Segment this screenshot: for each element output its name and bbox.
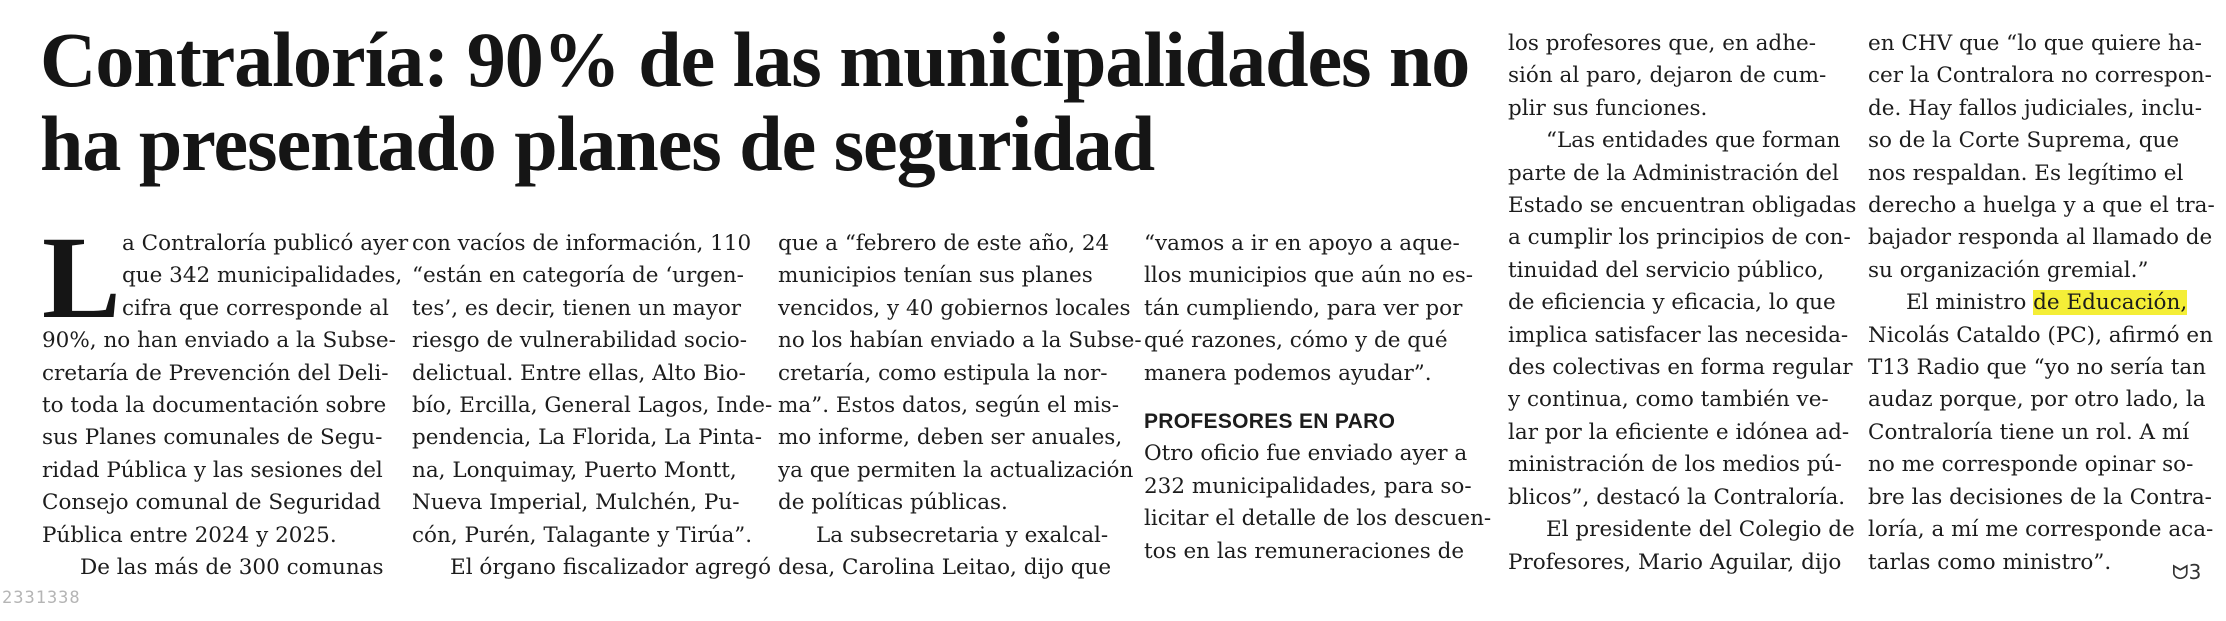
body-line: Nicolás Cataldo (PC), afirmó en xyxy=(1868,322,2213,348)
body-line: Pública entre 2024 y 2025. xyxy=(42,522,337,548)
body-line: des colectivas en forma regular xyxy=(1508,355,1853,381)
body-line: implica satisfacer las necesida- xyxy=(1508,322,1849,348)
spacer xyxy=(1144,390,1474,406)
body-line: riesgo de vulnerabilidad socio- xyxy=(412,328,747,354)
body-line: tes’, es decir, tienen un mayor xyxy=(412,295,742,321)
body-line: ya que permiten la actualización xyxy=(778,457,1134,483)
body-line: Contraloría tiene un rol. A mí xyxy=(1868,419,2190,445)
body-line: manera podemos ayudar”. xyxy=(1144,360,1432,386)
body-line: loría, a mí me corresponde aca- xyxy=(1868,517,2214,543)
clipping-id: 2331338 xyxy=(2,588,81,608)
body-line: El órgano fiscalizador agregó xyxy=(450,555,772,581)
body-line: mo informe, deben ser anuales, xyxy=(778,425,1123,451)
body-line: “vamos a ir en apoyo a aque- xyxy=(1144,231,1460,256)
body-line: nos respaldan. Es legítimo el xyxy=(1868,160,2184,186)
body-line: cretaría, como estipula la nor- xyxy=(778,360,1108,386)
body-line: bío, Ercilla, General Lagos, Inde- xyxy=(412,393,773,419)
body-line-highlighted xyxy=(1868,287,2198,319)
body-line: en CHV que “lo que quiere ha- xyxy=(1868,31,2202,56)
body-line: Profesores, Mario Aguilar, dijo xyxy=(1508,549,1842,575)
body-line: qué razones, cómo y de qué xyxy=(1144,328,1448,354)
section-subhead: PROFESORES EN PARO xyxy=(1144,410,1396,434)
body-line: “están en categoría de ‘urgen- xyxy=(412,263,744,289)
body-line: sión al paro, dejaron de cum- xyxy=(1508,63,1827,89)
body-line: su organización gremial.” xyxy=(1868,257,2149,283)
body-line: sus Planes comunales de Segu- xyxy=(42,425,383,451)
body-line: T13 Radio que “yo no sería tan xyxy=(1868,355,2207,381)
body-line: plir sus funciones. xyxy=(1508,95,1708,121)
body-line: Consejo comunal de Seguridad xyxy=(42,490,381,516)
body-line: no me corresponde opinar so- xyxy=(1868,452,2194,478)
body-line: tos en las remuneraciones de xyxy=(1144,538,1465,564)
body-line: bajador responda al llamado de xyxy=(1868,225,2213,251)
body-line: lar por la eficiente e idónea ad- xyxy=(1508,419,1850,445)
body-line: delictual. Entre ellas, Alto Bio- xyxy=(412,360,746,386)
body-line: cer la Contralora no correspon- xyxy=(1868,63,2212,89)
body-line: con vacíos de información, 110 xyxy=(412,231,752,256)
body-line: de eficiencia y eficacia, lo que xyxy=(1508,290,1836,316)
body-line: Otro oficio fue enviado ayer a xyxy=(1144,441,1468,467)
body-line: cón, Purén, Talagante y Tirúa”. xyxy=(412,522,753,548)
body-line: parte de la Administración del xyxy=(1508,160,1839,186)
article-headline: Contraloría: 90% de las municipalidades no ha presentado planes de seguridad xyxy=(40,16,1470,187)
body-line: cifra que corresponde al xyxy=(122,295,389,321)
body-line: bre las decisiones de la Contra- xyxy=(1868,484,2212,510)
body-line: La subsecretaria y exalcal- xyxy=(816,522,1109,548)
body-line: tán cumpliendo, para ver por xyxy=(1144,295,1463,321)
article-column-3 xyxy=(778,228,1142,584)
article-column-1 xyxy=(42,212,409,584)
body-line: a cumplir los principios de con- xyxy=(1508,225,1851,251)
body-line: na, Lonquimay, Puerto Montt, xyxy=(412,457,737,483)
article-column-5 xyxy=(1508,28,1857,579)
body-line: 232 municipalidades, para so- xyxy=(1144,473,1472,499)
drop-cap: L xyxy=(42,212,121,343)
body-line: to toda la documentación sobre xyxy=(42,393,387,419)
end-of-article-icon: ᗢ3 xyxy=(2172,560,2202,584)
body-line: de políticas públicas. xyxy=(778,490,1008,516)
body-line: so de la Corte Suprema, que xyxy=(1868,128,2180,154)
body-line: tarlas como ministro”. xyxy=(1868,549,2112,575)
body-line: El presidente del Colegio de xyxy=(1546,517,1855,543)
article-column-6 xyxy=(1868,28,2215,579)
body-line: llos municipios que aún no es- xyxy=(1144,263,1474,289)
body-line: audaz porque, por otro lado, la xyxy=(1868,387,2206,413)
body-line: blicos”, destacó la Contraloría. xyxy=(1508,484,1846,510)
body-line: De las más de 300 comunas xyxy=(80,555,384,581)
body-line: Nueva Imperial, Mulchén, Pu- xyxy=(412,490,740,516)
body-line: de. Hay fallos judiciales, inclu- xyxy=(1868,95,2202,121)
body-line: no los habían enviado a la Subse- xyxy=(778,328,1142,354)
article-column-2 xyxy=(412,228,773,584)
body-line: ministración de los medios pú- xyxy=(1508,452,1842,478)
body-line: desa, Carolina Leitao, dijo que xyxy=(778,555,1112,581)
body-line: ridad Pública y las sesiones del xyxy=(42,457,383,483)
body-line: licitar el detalle de los descuen- xyxy=(1144,506,1492,532)
body-line: vencidos, y 40 gobiernos locales xyxy=(778,295,1131,321)
body-line: tinuidad del servicio público, xyxy=(1508,257,1825,283)
body-line: municipios tenían sus planes xyxy=(778,263,1093,289)
body-line: 90%, no han enviado a la Subse- xyxy=(42,328,396,354)
body-line: Estado se encuentran obligadas xyxy=(1508,193,1857,219)
body-line: y continua, como también ve- xyxy=(1508,387,1829,413)
body-line: pendencia, La Florida, La Pinta- xyxy=(412,425,762,451)
body-line: “Las entidades que forman xyxy=(1546,128,1841,154)
body-line: cretaría de Prevención del Deli- xyxy=(42,360,389,386)
highlighter-mark: de Educación, xyxy=(2033,290,2188,316)
body-line: los profesores que, en adhe- xyxy=(1508,31,1817,56)
body-line: a Contraloría publicó ayer xyxy=(122,231,409,256)
body-line: ma”. Estos datos, según el mis- xyxy=(778,393,1119,419)
body-line: que 342 municipalidades, xyxy=(122,263,403,289)
article-column-4 xyxy=(1144,228,1492,568)
body-line: derecho a huelga y a que el tra- xyxy=(1868,193,2215,219)
body-line: que a “febrero de este año, 24 xyxy=(778,231,1110,256)
highlighted-line-text: El ministro de Educación, xyxy=(1906,290,2188,316)
